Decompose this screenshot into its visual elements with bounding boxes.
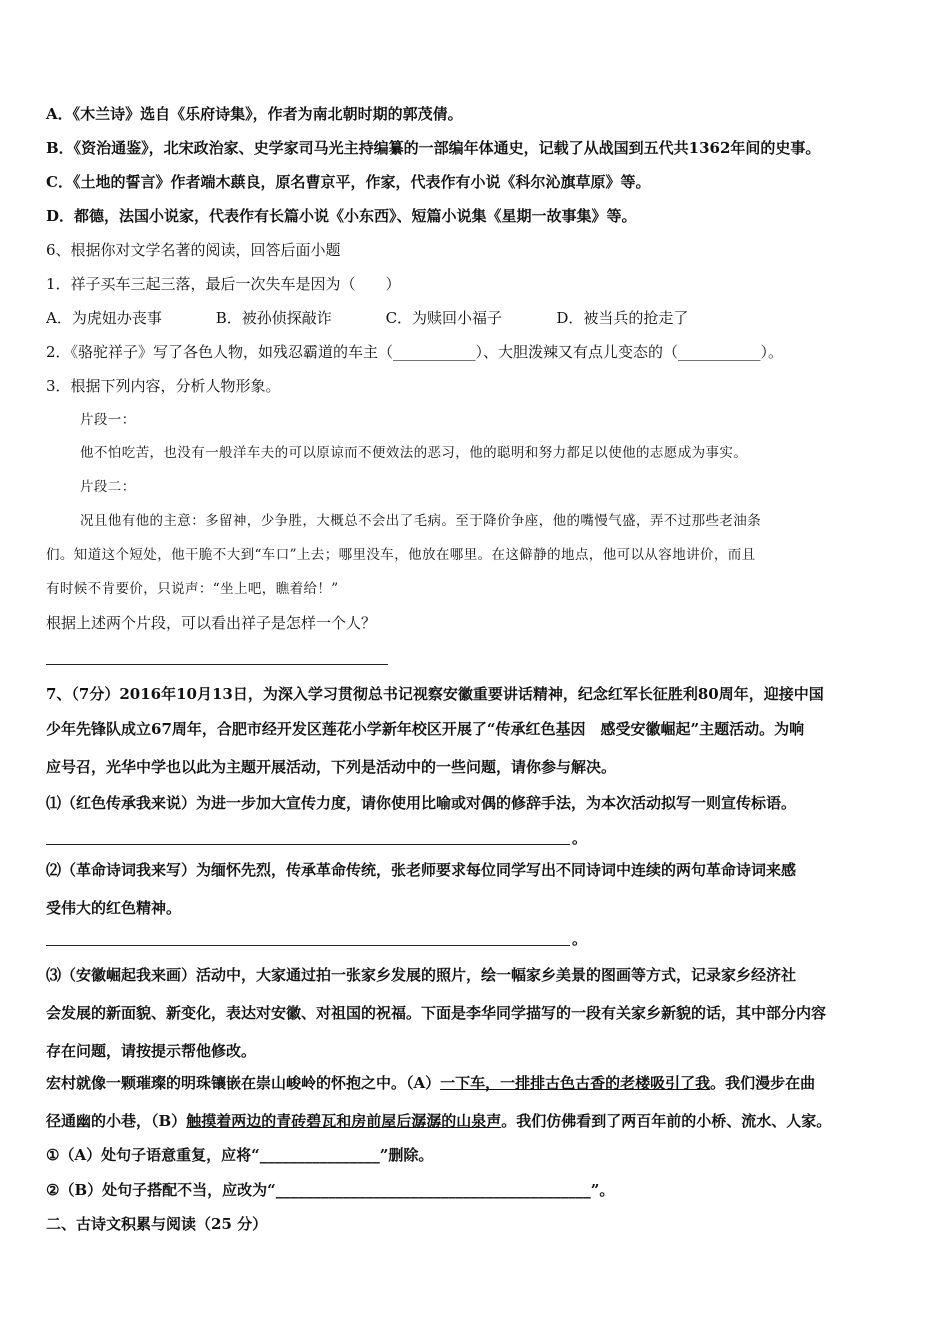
fragment-2-title: 片段二： (80, 479, 136, 495)
q5-option-d: D．都德，法国小说家，代表作有长篇小说《小东西》、短篇小说集《星期一故事集》等。 (46, 207, 637, 225)
passage-sentence-b: 触摸着两边的青砖碧瓦和房前屋后潺潺的山泉声 (186, 1112, 502, 1130)
q6-sub2: 2．《骆驼祥子》写了各色人物，如残忍霸道的车主（___________）、大胆泼辣又有点儿变态的（___________）。 (46, 343, 784, 361)
q7-part-3-line-3: 存在问题，请按提示帮他修改。 (46, 1042, 257, 1060)
q6-question: 根据上述两个片段，可以看出祥子是怎样一个人？ (46, 614, 377, 632)
q7-subquestion-2: ②（B）处句子搭配不当，应改为“__________________________________________”。 (46, 1181, 615, 1199)
q7-intro-line-3: 应号召，光华中学也以此为主题开展活动，下列是活动中的一些问题，请你参与解决。 (46, 758, 617, 776)
q6-option-a: A．为虎妞办丧事 (46, 309, 162, 327)
q5-option-a: A．《木兰诗》选自《乐府诗集》，作者为南北朝时期的郭茂倩。 (46, 105, 463, 123)
q7-part-2-answer-line[interactable] (46, 945, 570, 946)
q5-option-b: B．《资治通鉴》，北宋政治家、史学家司马光主持编纂的一部编年体通史，记载了从战国到五代共1362年间的史事。 (46, 139, 821, 157)
q6-sub3: 3．根据下列内容，分析人物形象。 (46, 377, 281, 395)
fragment-1-title: 片段一： (80, 412, 136, 428)
q6-answer-line[interactable] (46, 664, 388, 665)
fragment-1-text: 他不怕吃苦，也没有一般洋车夫的可以原谅而不便效法的恶习，他的聪明和努力都足以使他的志愿成为事实。 (80, 445, 748, 461)
fragment-2-line-2: 们。知道这个短处，他干脆不大到“车口”上去；哪里没车，他放在哪里。在这僻静的地点，他可以从容地讲价，而且 (46, 547, 756, 563)
q7-part-1-period: 。 (572, 829, 588, 847)
q7-part-3-line-2: 会发展的新面貌、新变化，表达对安徽、对祖国的祝福。下面是李华同学描写的一段有关家乡新貌的话，其中部分内容 (46, 1004, 827, 1022)
q7-part-2-line-1: ⑵（革命诗词我来写）为缅怀先烈，传承革命传统，张老师要求每位同学写出不同诗词中连续的两句革命诗词来感 (46, 861, 797, 879)
q6-intro: 6、根据你对文学名著的阅读，回答后面小题 (46, 241, 341, 259)
fragment-2-line-1: 况且他有他的主意：多留神，少争胜，大概总不会出了毛病。至于降价争座，他的嘴慢气盛，弄不过那些老油条 (80, 513, 762, 529)
q7-intro-line-1: 7、（7分）2016年10月13日，为深入学习贯彻总书记视察安徽重要讲话精神，纪念红军长征胜利80周年，迎接中国 (46, 685, 824, 703)
fragment-2-line-3: 有时候不肯要价，只说声：“坐上吧，瞧着给！” (46, 581, 339, 597)
passage-sentence-a: 一下车，一排排古色古香的老楼吸引了我 (440, 1074, 711, 1092)
q6-option-c: C．为赎回小福子 (385, 309, 503, 327)
passage-line-2: 径通幽的小巷，（B）触摸着两边的青砖碧瓦和房前屋后潺潺的山泉声。我们仿佛看到了两百年前的小桥、流水、人家。 (46, 1112, 832, 1130)
q5-option-c: C．《土地的誓言》作者端木蕻良，原名曹京平，作家，代表作有小说《科尔沁旗草原》等。 (46, 173, 651, 191)
q7-part-1: ⑴（红色传承我来说）为进一步加大宣传力度，请你使用比喻或对偶的修辞手法，为本次活动拟写一则宣传标语。 (46, 794, 797, 812)
q7-part-1-answer-line[interactable] (46, 844, 570, 845)
q6-option-d: D．被当兵的抢走了 (556, 309, 689, 327)
q6-sub1-options (46, 308, 688, 328)
section-2-heading: 二、古诗文积累与阅读（25 分） (46, 1215, 268, 1233)
q6-sub1: 1．祥子买车三起三落，最后一次失车是因为（ ） (46, 275, 401, 293)
passage-line-1: 宏村就像一颗璀璨的明珠镶嵌在崇山峻岭的怀抱之中。（A）一下车，一排排古色古香的老楼吸引了我。我们漫步在曲 (46, 1074, 816, 1092)
q7-part-3-line-1: ⑶（安徽崛起我来画）活动中，大家通过拍一张家乡发展的照片，绘一幅家乡美景的图画等方式，记录家乡经济社 (46, 966, 797, 984)
q7-part-2-period: 。 (572, 930, 588, 948)
q6-option-b: B．被孙侦探敲诈 (215, 309, 332, 327)
q7-intro-line-2: 少年先锋队成立67周年，合肥市经开发区莲花小学新年校区开展了“传承红色基因 感受安徽崛起”主题活动。为响 (46, 720, 805, 738)
q7-part-2-line-2: 受伟大的红色精神。 (46, 899, 182, 917)
q7-subquestion-1: ①（A）处句子语意重复，应将“________________”删除。 (46, 1146, 434, 1164)
